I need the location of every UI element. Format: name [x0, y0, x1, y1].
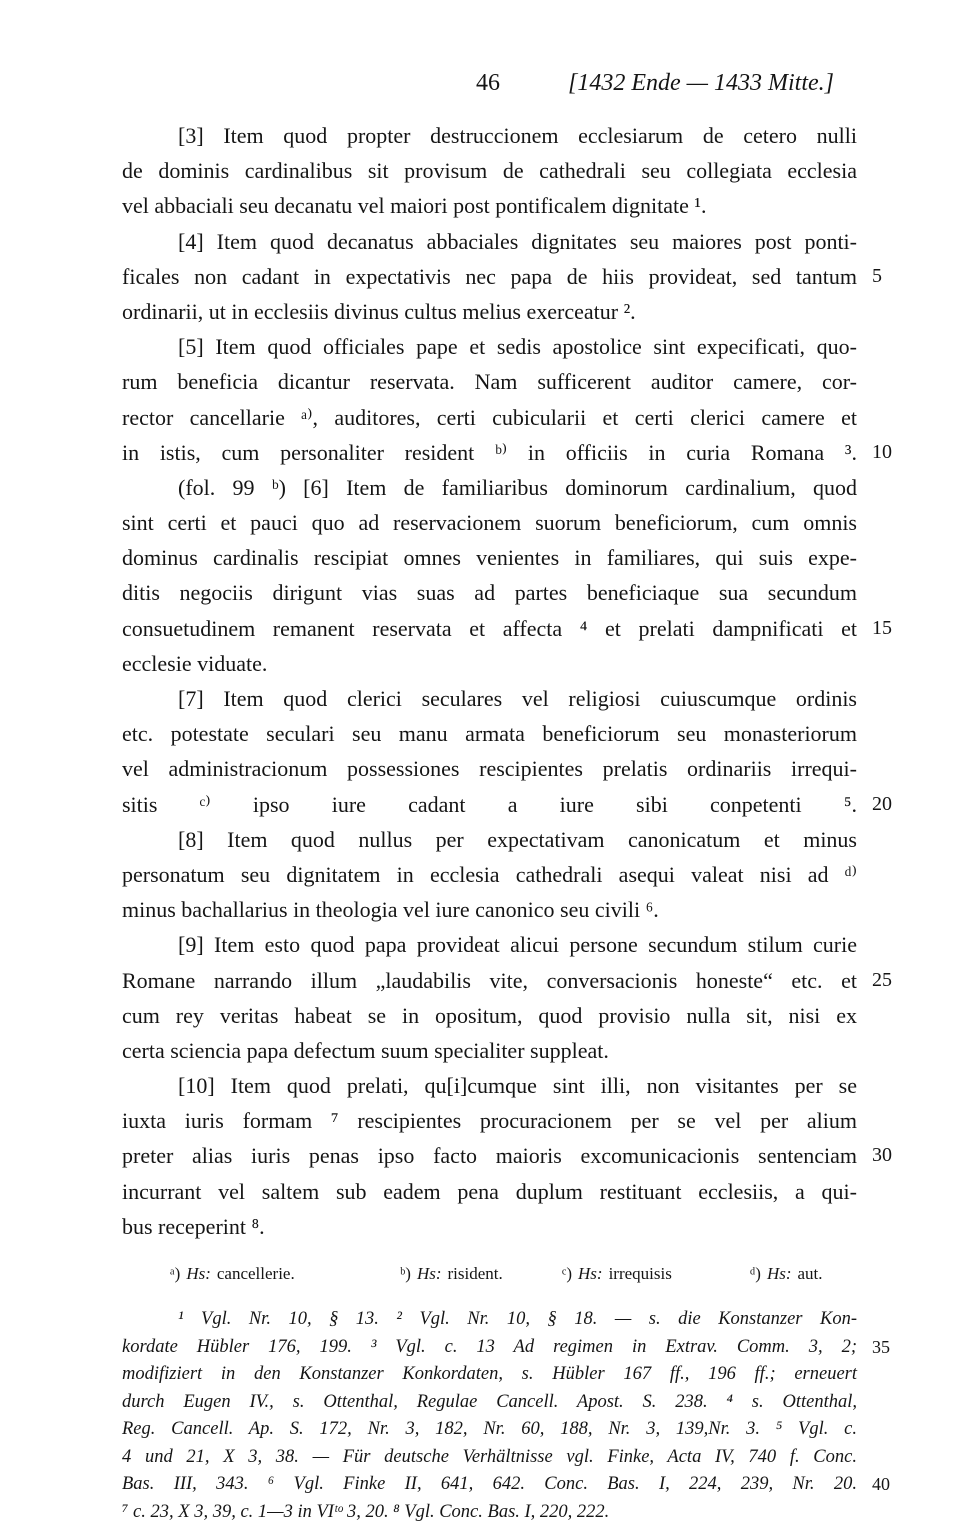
footnote-line	[122, 1306, 857, 1334]
text-line	[122, 998, 857, 1033]
text-line-content: ficales non cadant in expectativis nec papa de hiis provideat, sed tantum	[122, 264, 857, 289]
text-line	[122, 540, 857, 575]
critical-note-mark: ᵇ)	[400, 1264, 411, 1283]
text-line	[122, 1033, 857, 1068]
text-line-content: incurrant vel saltem sub eadem pena duplum restituant ecclesiis, a qui-	[122, 1179, 857, 1204]
text-line-content: minus bachallarius in theologia vel iure canonico seu civili ⁶.	[122, 897, 659, 922]
text-line	[122, 681, 857, 716]
main-text	[122, 118, 857, 1526]
critical-note-mark: ᶜ)	[562, 1264, 572, 1283]
text-line	[122, 611, 857, 646]
footnote-line	[122, 1334, 857, 1362]
footnotes	[122, 1306, 857, 1526]
line-number: 30	[872, 1138, 892, 1173]
critical-note	[562, 1254, 672, 1294]
text-line	[122, 892, 857, 927]
text-line-content: cum rey veritas habeat se in opositum, quod provisio nulla sit, nisi ex	[122, 1003, 857, 1028]
text-line	[122, 963, 857, 998]
footnote-line-content: Bas. III, 343. ⁶ Vgl. Finke II, 641, 642. Conc. Bas. I, 224, 239, Nr. 20.	[122, 1474, 857, 1494]
text-line-content: [3] Item quod propter destruccionem ecclesiarum de cetero nulli	[178, 123, 857, 148]
footnote-line-content: durch Eugen IV., s. Ottenthal, Regulae Cancell. Apost. S. 238. ⁴ s. Ottenthal,	[122, 1392, 857, 1412]
text-line	[122, 716, 857, 751]
text-line-content: iuxta iuris formam ⁷ rescipientes procuracionem per se vel per alium	[122, 1108, 857, 1133]
text-line	[122, 575, 857, 610]
critical-note-label: Hs:	[186, 1264, 211, 1283]
text-line	[122, 505, 857, 540]
text-line-content: rector cancellarie ᵃ⁾, auditores, certi cubicularii et certi clerici camere et	[122, 405, 857, 430]
text-line	[122, 435, 857, 470]
text-line-content: in istis, cum personaliter resident ᵇ⁾ in officiis in curia Romana ³.	[122, 440, 857, 465]
body-text	[122, 118, 857, 1244]
text-line-content: certa sciencia papa defectum suum specialiter suppleat.	[122, 1038, 609, 1063]
line-number: 35	[872, 1334, 890, 1362]
text-line	[122, 857, 857, 892]
footnote-line	[122, 1361, 857, 1389]
line-number: 25	[872, 963, 892, 998]
critical-note-label: Hs:	[417, 1264, 442, 1283]
footnote-line	[122, 1444, 857, 1472]
text-line	[122, 153, 857, 188]
text-line-content: (fol. 99 ᵇ) [6] Item de familiaribus dominorum cardinalium, quod	[178, 475, 857, 500]
text-line-content: dominus cardinalis rescipiat omnes venientes in familiares, qui suis expe-	[122, 545, 857, 570]
text-line-content: [9] Item esto quod papa provideat alicui persone secundum stilum curie	[178, 932, 857, 957]
critical-note-label: Hs:	[767, 1264, 792, 1283]
line-number: 10	[872, 435, 892, 470]
footnote-line	[122, 1471, 857, 1499]
text-line-content: [10] Item quod prelati, qu[i]cumque sint illi, non visitantes per se	[178, 1073, 857, 1098]
footnote-line-content: Reg. Cancell. Ap. S. 172, Nr. 3, 182, Nr. 60, 188, Nr. 3, 139,Nr. 3. ⁵ Vgl. c.	[122, 1419, 857, 1439]
text-line	[122, 1174, 857, 1209]
critical-apparatus	[122, 1254, 857, 1294]
critical-note-text: risident.	[448, 1264, 503, 1283]
text-line-content: [5] Item quod officiales pape et sedis apostolice sint expecificati, quo-	[178, 334, 857, 359]
text-line	[122, 224, 857, 259]
text-line	[122, 470, 857, 505]
critical-note-label: Hs:	[578, 1264, 603, 1283]
line-number: 15	[872, 611, 892, 646]
line-number: 40	[872, 1471, 890, 1499]
footnote-line	[122, 1416, 857, 1444]
text-line	[122, 1068, 857, 1103]
text-line-content: preter alias iuris penas ipso facto maioris excomunicacionis sentenciam	[122, 1143, 857, 1168]
text-line-content: bus receperint ⁸.	[122, 1214, 265, 1239]
text-line-content: rum beneficia dicantur reservata. Nam sufficerent auditor camere, cor-	[122, 369, 857, 394]
text-line	[122, 400, 857, 435]
text-line	[122, 1103, 857, 1138]
footnote-line-content: ⁷ c. 23, X 3, 39, c. 1—3 in VIᵗᵒ 3, 20. ⁸ Vgl. Conc. Bas. I, 220, 222.	[122, 1502, 609, 1522]
text-line-content: ecclesie viduate.	[122, 651, 267, 676]
critical-note	[170, 1254, 295, 1294]
text-line-content: ditis negociis dirigunt vias suas ad partes beneficiaque sua secundum	[122, 580, 857, 605]
text-line-content: ordinarii, ut in ecclesiis divinus cultus melius exerceatur ².	[122, 299, 636, 324]
text-line	[122, 188, 857, 223]
text-line	[122, 364, 857, 399]
text-line	[122, 294, 857, 329]
text-line	[122, 1209, 857, 1244]
text-line-content: vel administracionum possessiones rescipientes prelatis ordinariis irrequi-	[122, 756, 857, 781]
text-line	[122, 646, 857, 681]
text-line-content: vel abbaciali seu decanatu vel maiori post pontificalem dignitate ¹.	[122, 193, 707, 218]
critical-note-mark: ᵈ)	[750, 1264, 761, 1283]
line-number: 20	[872, 787, 892, 822]
text-line-content: consuetudinem remanent reservata et affecta ⁴ et prelati dampnificati et	[122, 616, 857, 641]
text-line	[122, 1138, 857, 1173]
text-line	[122, 822, 857, 857]
text-line-content: [8] Item quod nullus per expectativam canonicatum et minus	[178, 827, 857, 852]
critical-note	[400, 1254, 503, 1294]
footnote-line-content: kordate Hübler 176, 199. ³ Vgl. c. 13 Ad regimen in Extrav. Comm. 3, 2;	[122, 1337, 857, 1357]
text-line	[122, 329, 857, 364]
critical-note-mark: ᵃ)	[170, 1264, 180, 1283]
text-line-content: sitis ᶜ⁾ ipso iure cadant a iure sibi conpetenti ⁵.	[122, 792, 857, 817]
text-line-content: Romane narrando illum „laudabilis vite, conversacionis honeste“ etc. et	[122, 968, 857, 993]
line-number: 5	[872, 259, 882, 294]
footnote-line	[122, 1499, 857, 1526]
footnote-line-content: modifiziert in den Konstanzer Konkordaten, s. Hübler 167 ff., 196 ff.; erneuert	[122, 1364, 857, 1384]
footnote-line-content: 4 und 21, X 3, 38. — Für deutsche Verhältnisse vgl. Finke, Acta IV, 740 f. Conc.	[122, 1447, 857, 1467]
critical-note	[750, 1254, 823, 1294]
text-line	[122, 259, 857, 294]
text-line	[122, 927, 857, 962]
footnote-line	[122, 1389, 857, 1417]
footnote-line-content: ¹ Vgl. Nr. 10, § 13. ² Vgl. Nr. 10, § 18. — s. die Konstanzer Kon-	[178, 1309, 857, 1329]
text-line-content: etc. potestate seculari seu manu armata beneficiorum seu monasteriorum	[122, 721, 857, 746]
critical-note-text: irrequisis	[609, 1264, 672, 1283]
text-line-content: de dominis cardinalibus sit provisum de cathedrali seu collegiata ecclesia	[122, 158, 857, 183]
page-number: 46	[476, 70, 500, 97]
running-head: [1432 Ende — 1433 Mitte.]	[568, 70, 834, 97]
text-line-content: [4] Item quod decanatus abbaciales dignitates seu maiores post ponti-	[178, 229, 857, 254]
text-line	[122, 787, 857, 822]
text-line-content: sint certi et pauci quo ad reservacionem suorum beneficiorum, cum omnis	[122, 510, 857, 535]
text-line	[122, 118, 857, 153]
text-line-content: [7] Item quod clerici seculares vel religiosi cuiuscumque ordinis	[178, 686, 857, 711]
critical-note-text: aut.	[798, 1264, 823, 1283]
critical-note-text: cancellerie.	[217, 1264, 295, 1283]
page-header	[0, 70, 960, 110]
text-line	[122, 751, 857, 786]
text-line-content: personatum seu dignitatem in ecclesia cathedrali asequi valeat nisi ad ᵈ⁾	[122, 862, 857, 887]
